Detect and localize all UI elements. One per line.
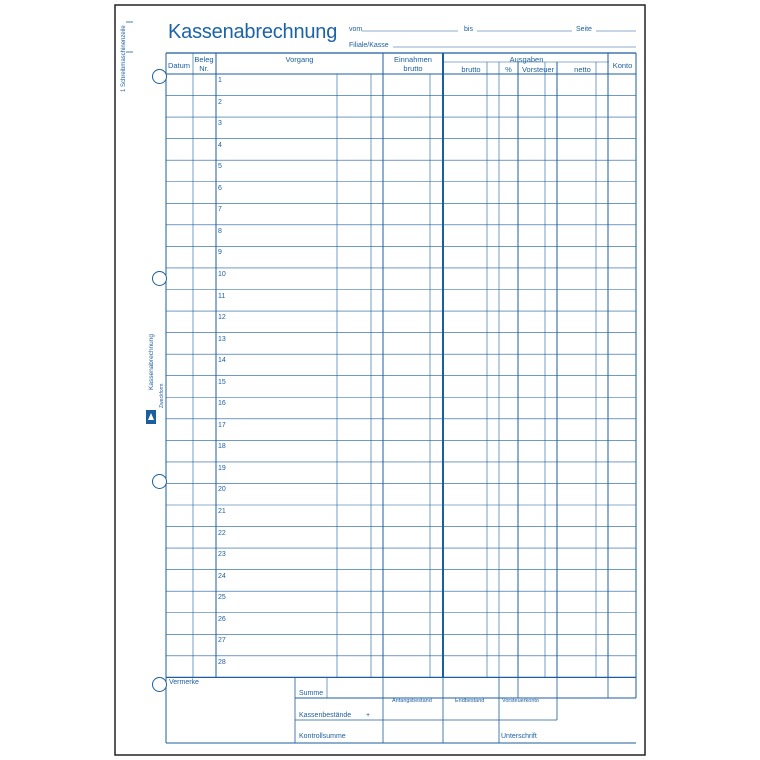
row-number: 14 [218,357,226,365]
vom-label: vom [349,26,363,33]
bis-label: bis [464,26,473,33]
row-number: 28 [218,658,226,666]
anfangsbestand-label: Anfangsbestand [392,698,432,704]
col-beleg-nr: Nr. [199,64,209,73]
row-number: 13 [218,335,226,343]
row-number: 22 [218,529,226,537]
row-number: 10 [218,270,226,278]
row-number: 3 [218,120,222,128]
row-number: 6 [218,184,222,192]
summe-label: Summe [299,690,324,697]
col-ausgaben-netto: netto [574,65,591,74]
punch-hole-upper-middle [152,271,167,286]
brand-logo [146,410,156,424]
page-border [115,5,645,755]
col-beleg: Beleg [194,55,214,64]
col-vorgang: Vorgang [285,55,314,64]
kassenbestaende-label: Kassenbestände [299,712,352,719]
row-number: 1 [218,77,222,84]
row-number: 24 [218,572,226,580]
kontrollsumme-label: Kontrollsumme [299,733,346,740]
vorsteuerkonto-label: Vorsteuerkonto [502,698,539,704]
row-number: 16 [218,400,226,408]
brand-logo-text: Zweckform [159,383,165,408]
row-number: 15 [218,378,226,386]
row-number: 8 [218,227,222,235]
filiale-label: Filiale/Kasse [349,42,389,49]
unterschrift-label: Unterschrift [501,733,537,740]
col-ausgaben: Ausgaben [509,55,544,64]
row-number: 5 [218,163,222,171]
row-number: 18 [218,443,226,451]
row-number: 20 [218,486,226,494]
row-number: 11 [218,292,226,300]
row-number: 17 [218,421,226,429]
row-number: 12 [218,314,226,322]
page-title: Kassenabrechnung [168,21,338,43]
col-datum: Datum [167,61,191,70]
vermerke-label: Vermerke [169,679,199,686]
brand-text: Kassenabrechnung [148,333,155,390]
row-number: 27 [218,637,226,645]
punch-hole-lower-middle [152,474,167,489]
row-number: 2 [218,98,222,106]
punch-hole-top [152,69,167,84]
col-ausgaben-pct: % [505,65,512,74]
seite-label: Seite [576,26,592,33]
row-number: 19 [218,464,226,472]
row-number: 7 [218,206,222,214]
row-number: 21 [218,508,226,515]
row-number: 4 [218,141,222,149]
row-number: 23 [218,551,226,559]
row-number: 9 [218,249,222,257]
col-konto: Konto [612,61,633,70]
endbestand-label: Endbestand [455,698,485,704]
row-number: 25 [218,594,226,602]
col-einnahmen-brutto: brutto [403,64,423,73]
row-number: 26 [218,615,226,623]
punch-hole-bottom [152,677,167,692]
col-ausgaben-vorsteuer: Vorsteuer [521,65,555,74]
plus-sign: + [366,712,371,719]
col-ausgaben-brutto: brutto [461,65,481,74]
side-note: 1 Schreibmaschinenzeile [121,25,127,92]
col-einnahmen: Einnahmen [394,55,432,64]
